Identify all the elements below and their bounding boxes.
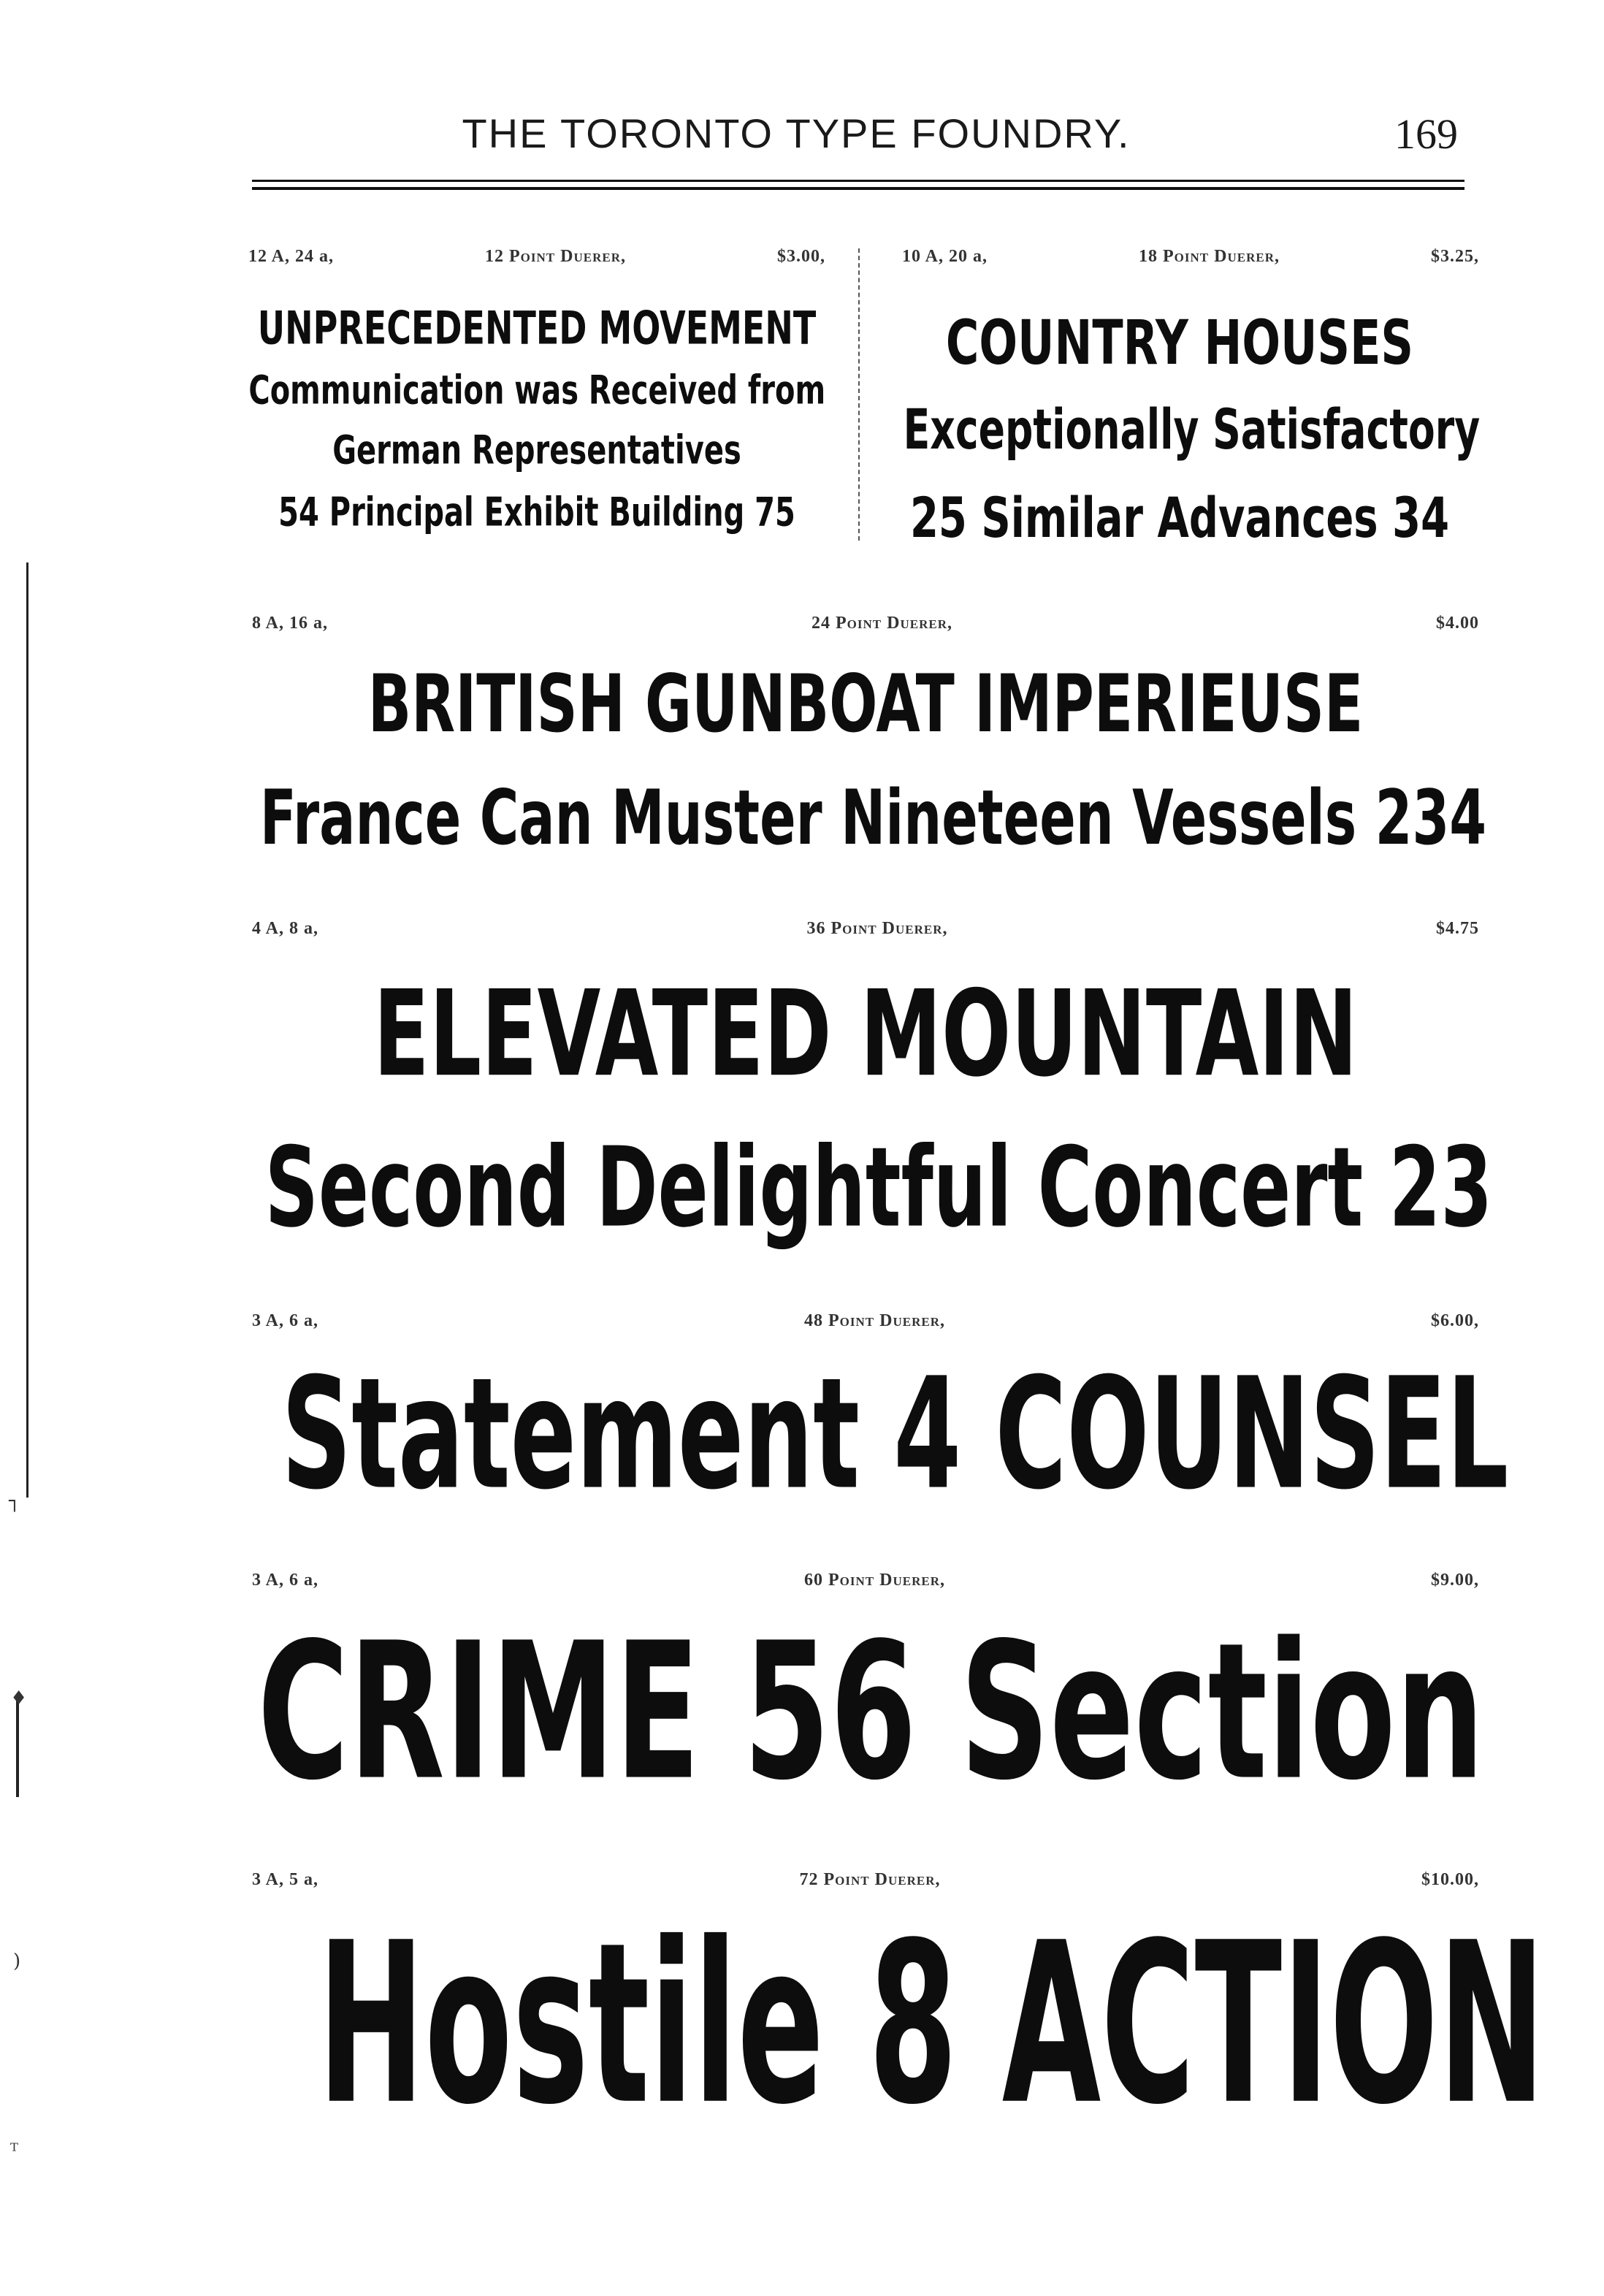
specimen-line: Statement 4 COUNSEL — [281, 1346, 1509, 1525]
spec-price: $3.00, — [776, 247, 825, 266]
page-number: 169 — [1394, 110, 1458, 158]
scan-margin-mark — [16, 1695, 19, 1797]
spec-name: 12 Point Duerer, — [485, 247, 626, 266]
specimen-line: BRITISH GUNBOAT IMPERIEUSE — [367, 658, 1364, 751]
specimen-line: UNPRECEDENTED MOVEMENT — [257, 301, 817, 355]
spec-name: 48 Point Duerer, — [804, 1311, 945, 1330]
spec-count: 4 A, 8 a, — [252, 919, 319, 938]
specimen-line: German Representatives — [332, 427, 741, 474]
spec-price: $4.75 — [1435, 919, 1479, 938]
spec-line — [902, 247, 1479, 267]
specimen-line: 25 Similar Advances 34 — [909, 487, 1450, 551]
scan-margin-mark: ᵀ — [10, 2140, 18, 2162]
scan-margin-mark: ♦ — [10, 1687, 28, 1709]
header-rule — [252, 187, 1464, 190]
spec-line — [248, 247, 825, 267]
spec-price: $6.00, — [1430, 1311, 1479, 1330]
scan-margin-line — [26, 562, 28, 1498]
spec-count: 3 A, 6 a, — [252, 1311, 319, 1330]
spec-count: 8 A, 16 a, — [252, 614, 329, 633]
specimen-line: France Can Muster Nineteen Vessels 234 — [259, 774, 1487, 862]
specimen-line: ELEVATED MOUNTAIN — [373, 965, 1358, 1104]
spec-count: 3 A, 5 a, — [252, 1870, 319, 1889]
running-head: THE TORONTO TYPE FOUNDRY. — [462, 110, 1131, 156]
specimen-line: COUNTRY HOUSES — [945, 306, 1414, 379]
spec-name: 72 Point Duerer, — [799, 1870, 941, 1889]
spec-count: 12 A, 24 a, — [248, 247, 335, 266]
spec-price: $3.25, — [1430, 247, 1479, 266]
scan-margin-mark: ) — [13, 1950, 21, 1972]
spec-name: 18 Point Duerer, — [1139, 247, 1280, 266]
specimen-line: Hostile 8 ACTION — [317, 1896, 1546, 2154]
specimen-line: 54 Principal Exhibit Building 75 — [278, 489, 795, 536]
specimen-line: Exceptionally Satisfactory — [903, 398, 1481, 462]
spec-line — [252, 1311, 1479, 1331]
spec-line — [252, 919, 1479, 939]
spec-line — [252, 1571, 1479, 1590]
header-rule — [252, 180, 1464, 182]
specimen-line: CRIME 56 Section — [257, 1601, 1485, 1822]
spec-line — [252, 1870, 1479, 1890]
spec-price: $10.00, — [1421, 1870, 1479, 1889]
spec-price: $4.00 — [1435, 614, 1479, 633]
specimen-line: Communication was Received from — [248, 367, 826, 414]
scan-margin-mark: ┐ — [9, 1490, 20, 1512]
spec-price: $9.00, — [1430, 1571, 1479, 1590]
specimen-line: Second Delightful Concert 23 — [264, 1122, 1493, 1252]
spec-name: 24 Point Duerer, — [811, 614, 952, 633]
spec-count: 10 A, 20 a, — [902, 247, 988, 266]
spec-name: 36 Point Duerer, — [806, 919, 948, 938]
column-divider — [858, 248, 860, 541]
spec-count: 3 A, 6 a, — [252, 1571, 319, 1590]
spec-line — [252, 614, 1479, 633]
spec-name: 60 Point Duerer, — [804, 1571, 945, 1590]
